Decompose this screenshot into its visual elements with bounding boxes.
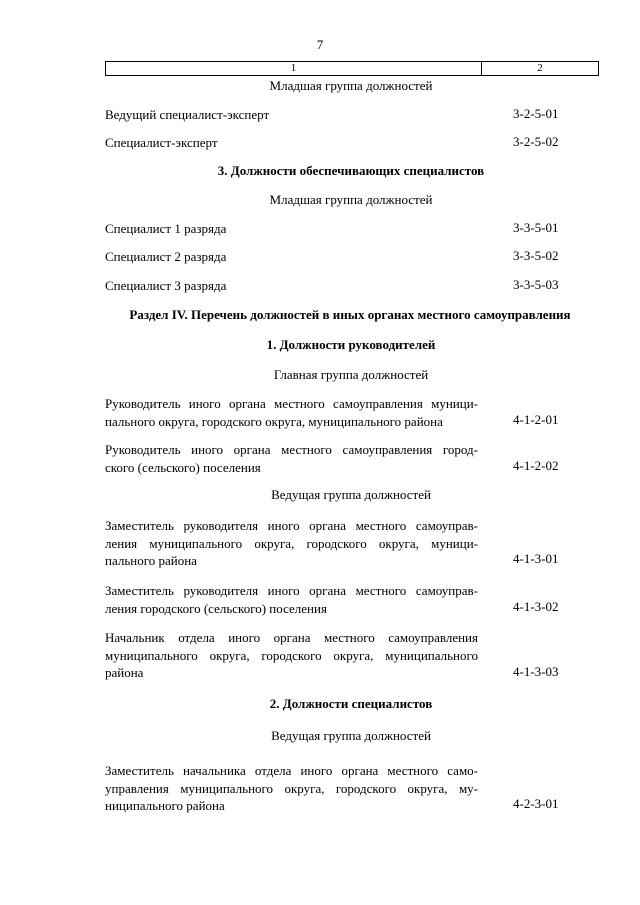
position-title [105,582,478,617]
position-code: 4-1-2-01 [513,412,559,427]
position-title-line: Заместитель руководителя иного органа местного самоуправ- [105,518,478,533]
position-title [105,762,478,815]
position-code: 4-1-3-02 [513,599,559,614]
position-title-line: пального округа, городского округа, муниципального района [105,413,443,429]
position-code: 4-1-2-02 [513,458,559,473]
position-title: Ведущий специалист-эксперт [105,107,270,122]
group-heading: Ведущая группа должностей [271,728,431,743]
position-code: 3-2-5-01 [513,106,559,121]
position-title [105,441,478,476]
group-heading: Младшая группа должностей [269,192,433,207]
position-code: 3-2-5-02 [513,134,559,149]
group-heading: Младшая группа должностей [269,78,433,93]
category-heading: 2. Должности специалистов [269,696,433,711]
position-title-line: Руководитель иного органа местного самоуправления муници- [105,396,478,411]
position-code: 4-1-3-01 [513,551,559,566]
position-code: 4-1-3-03 [513,664,559,679]
group-heading: Ведущая группа должностей [271,487,431,502]
position-title-line: управления муниципального округа, городского округа, му- [105,780,478,796]
position-title: Специалист 1 разряда [105,221,227,236]
table-header [105,61,599,76]
position-title: Специалист 2 разряда [105,249,227,264]
position-title-line: муниципального округа, городского округа, муниципального [105,647,478,663]
position-title [105,517,478,570]
page-number: 7 [316,37,324,52]
position-title-line: пального района [105,553,197,568]
position-title-line: ниципального района [105,798,225,813]
position-title-line: района [105,665,144,680]
position-title [105,395,478,430]
section-heading: Раздел IV. Перечень должностей в иных органах местного самоуправления [129,307,571,322]
position-title-line: Начальник отдела иного органа местного самоуправления [105,630,478,645]
position-code: 3-3-5-01 [513,220,559,235]
position-title-line: ления городского (сельского) поселения [105,600,327,616]
position-title-line: Заместитель руководителя иного органа местного самоуправ- [105,583,478,598]
category-heading: 1. Должности руководителей [266,337,436,352]
position-title-line: Руководитель иного органа местного самоуправления город- [105,442,478,457]
position-code: 4-2-3-01 [513,796,559,811]
group-heading: Главная группа должностей [273,367,429,382]
position-title: Специалист-эксперт [105,135,218,150]
position-title [105,629,478,682]
table-header-col-2: 2 [537,62,543,74]
position-title: Специалист 3 разряда [105,278,227,293]
position-title-line: ления муниципального округа, городского округа, муници- [105,535,478,551]
position-code: 3-3-5-03 [513,277,559,292]
table-header-col-1: 1 [106,62,482,75]
position-title-line: Заместитель начальника отдела иного органа местного само- [105,763,478,778]
category-heading: 3. Должности обеспечивающих специалистов [217,163,485,178]
position-code: 3-3-5-02 [513,248,559,263]
position-title-line: ского (сельского) поселения [105,459,261,475]
